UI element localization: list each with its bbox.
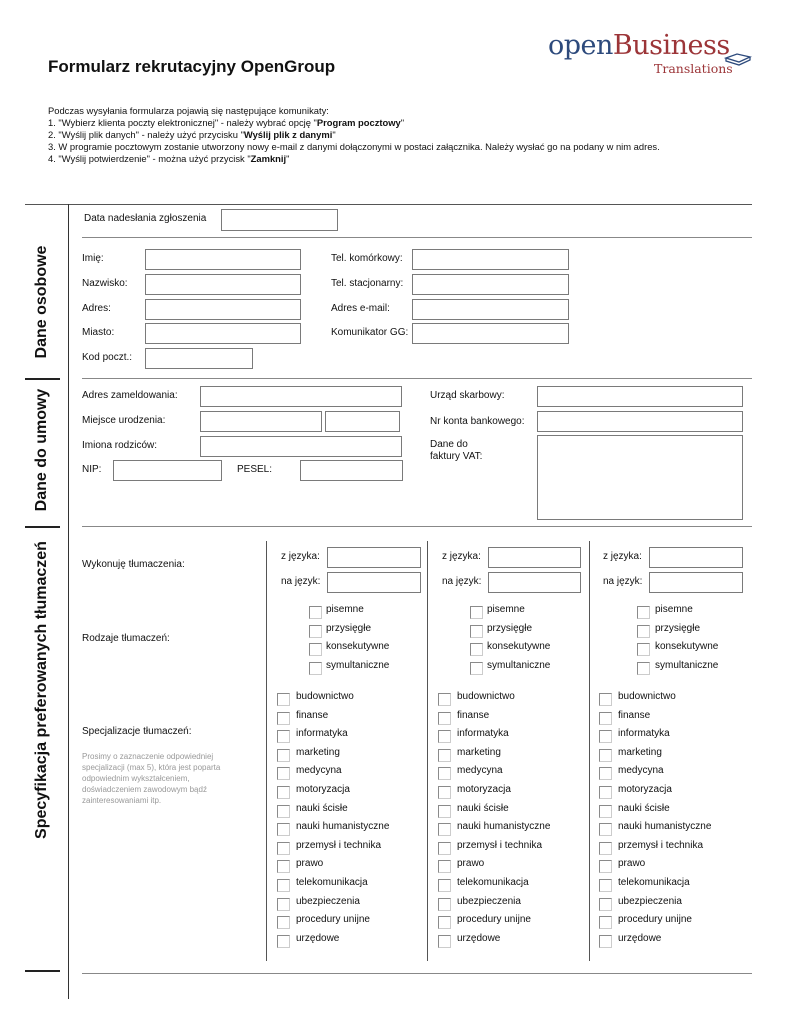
type-checkbox-label: symultaniczne	[487, 660, 551, 672]
type-checkbox-label: konsekutywne	[487, 641, 551, 653]
specialization-checkbox-label: telekomunikacja	[618, 877, 690, 888]
specialization-checkbox[interactable]	[438, 898, 451, 911]
from-language-field-2[interactable]	[488, 547, 581, 568]
pesel-field[interactable]	[300, 460, 403, 481]
instructions-heading: Podczas wysyłania formularza pojawią się następujące komunikaty:	[48, 105, 329, 116]
specialization-checkbox-label: budownictwo	[296, 691, 354, 702]
mobile-label: Tel. komórkowy:	[331, 253, 403, 264]
specialization-checkbox-label: motoryzacja	[296, 784, 350, 795]
specialization-checkbox-label: prawo	[457, 858, 485, 870]
from-language-label-1: z języka:	[281, 551, 320, 562]
specialization-checkbox[interactable]	[277, 935, 290, 948]
specialization-checkbox[interactable]	[438, 730, 451, 743]
specialization-checkbox-label: informatyka	[296, 728, 348, 740]
type-checkbox[interactable]	[309, 606, 322, 619]
specialization-checkbox-label: ubezpieczenia	[618, 895, 682, 907]
specialization-checkbox[interactable]	[277, 823, 290, 836]
bank-account-field[interactable]	[537, 411, 743, 432]
page-title: Formularz rekrutacyjny OpenGroup	[48, 57, 336, 76]
tax-office-label: Urząd skarbowy:	[430, 390, 505, 401]
type-checkbox-label: konsekutywne	[655, 641, 719, 653]
city-field[interactable]	[145, 323, 301, 344]
from-language-field-1[interactable]	[327, 547, 421, 568]
date-field[interactable]	[221, 209, 338, 231]
book-icon	[724, 48, 752, 66]
to-language-label-1: na język:	[281, 576, 321, 587]
divider	[82, 973, 752, 974]
divider	[68, 204, 69, 999]
divider	[266, 541, 267, 961]
specialization-checkbox-label: nauki humanistyczne	[457, 821, 551, 833]
specialization-checkbox[interactable]	[277, 916, 290, 929]
specialization-checkbox[interactable]	[277, 749, 290, 762]
specialization-checkbox[interactable]	[438, 805, 451, 818]
specialization-checkbox-label: prawo	[296, 858, 324, 870]
specialization-checkbox[interactable]	[277, 879, 290, 892]
specialization-checkbox[interactable]	[599, 916, 612, 929]
specialization-checkbox[interactable]	[599, 767, 612, 780]
to-language-field-1[interactable]	[327, 572, 421, 593]
specialization-checkbox[interactable]	[599, 823, 612, 836]
section-label-contract: Dane do umowy	[33, 388, 50, 512]
specialization-checkbox[interactable]	[277, 898, 290, 911]
messenger-label: Komunikator GG:	[331, 327, 409, 338]
date-label: Data nadesłania zgłoszenia	[84, 213, 207, 224]
address-label: Adres:	[82, 303, 111, 314]
specializations-note: Prosimy o zaznaczenie odpowiedniej specjalizacji (max 5), która jest poparta odpowiednim wykształceniem, doświadczeniem zawodowym bądź zainteresowaniami itp.	[82, 752, 221, 805]
specialization-checkbox[interactable]	[438, 749, 451, 762]
specialization-checkbox[interactable]	[599, 749, 612, 762]
company-logo	[548, 30, 758, 80]
type-checkbox[interactable]	[470, 625, 483, 638]
instruction-step-4: 4. "Wyślij potwierdzenie" - można użyć przycisk "Zamknij"	[48, 153, 290, 164]
specialization-checkbox[interactable]	[277, 860, 290, 873]
specialization-checkbox-label: urzędowe	[457, 932, 501, 944]
specialization-checkbox[interactable]	[277, 805, 290, 818]
nip-label: NIP:	[82, 464, 102, 475]
specialization-checkbox[interactable]	[438, 935, 451, 948]
specialization-checkbox[interactable]	[438, 823, 451, 836]
registered-address-label: Adres zameldowania:	[82, 390, 178, 401]
divider	[589, 541, 590, 961]
specialization-checkbox[interactable]	[277, 786, 290, 799]
birthplace-label: Miejsce urodzenia:	[82, 415, 166, 426]
vat-data-label: Dane do faktury VAT:	[430, 439, 483, 462]
to-language-label-2: na język:	[442, 576, 482, 587]
type-checkbox-label: przysięgłe	[487, 622, 533, 634]
instructions	[48, 105, 660, 165]
section-label-personal: Dane osobowe	[33, 245, 50, 359]
postal-code-label: Kod poczt.:	[82, 352, 133, 363]
specialization-checkbox-label: nauki ścisłe	[457, 802, 509, 814]
specialization-checkbox-label: finanse	[618, 709, 651, 721]
specialization-checkbox-label: budownictwo	[457, 691, 515, 702]
specialization-checkbox-label: ubezpieczenia	[296, 895, 360, 907]
instruction-step-1: 1. "Wybierz klienta poczty elektronicznej" - należy wybrać opcję "Program pocztowy"	[48, 117, 405, 128]
divider	[82, 237, 752, 238]
nip-field[interactable]	[113, 460, 222, 481]
specialization-checkbox[interactable]	[599, 842, 612, 855]
type-checkbox-label: pisemne	[326, 604, 364, 615]
city-label: Miasto:	[82, 327, 115, 338]
address-field[interactable]	[145, 299, 301, 320]
specialization-checkbox-label: telekomunikacja	[457, 877, 529, 888]
email-field[interactable]	[412, 299, 569, 320]
instruction-step-3: 3. W programie pocztowym zostanie utworzony nowy e-mail z danymi dołączonymi w postaci załącznika. Należy wysłać go na podany w nim adres.	[48, 141, 660, 152]
to-language-label-3: na język:	[603, 576, 643, 587]
specialization-checkbox[interactable]	[438, 712, 451, 725]
instruction-step-2: 2. "Wyślij plik danych" - należy użyć przycisku "Wyślij plik z danymi"	[48, 129, 336, 140]
specialization-checkbox-label: przemysł i technika	[296, 839, 382, 851]
registered-address-field[interactable]	[200, 386, 402, 407]
specialization-checkbox[interactable]	[599, 730, 612, 743]
specialization-checkbox[interactable]	[438, 916, 451, 929]
specialization-checkbox-label: budownictwo	[618, 691, 676, 702]
type-checkbox[interactable]	[309, 625, 322, 638]
birthdate-field[interactable]	[325, 411, 400, 432]
specialization-checkbox-label: nauki ścisłe	[296, 802, 348, 814]
specialization-checkbox-label: procedury unijne	[296, 914, 370, 926]
specialization-checkbox-label: marketing	[618, 746, 662, 758]
specialization-checkbox-label: informatyka	[618, 728, 670, 740]
to-language-field-2[interactable]	[488, 572, 581, 593]
divider	[25, 378, 60, 380]
birthplace-field[interactable]	[200, 411, 322, 432]
specialization-checkbox[interactable]	[599, 712, 612, 725]
specialization-checkbox[interactable]	[438, 767, 451, 780]
landline-field[interactable]	[412, 274, 569, 295]
bank-account-label: Nr konta bankowego:	[430, 416, 525, 427]
type-checkbox[interactable]	[637, 643, 650, 656]
specialization-checkbox-label: finanse	[296, 709, 329, 721]
specialization-checkbox-label: telekomunikacja	[296, 877, 368, 888]
type-checkbox-label: przysięgłe	[326, 622, 372, 634]
specialization-checkbox-label: procedury unijne	[457, 914, 531, 926]
specialization-checkbox[interactable]	[277, 730, 290, 743]
specialization-checkbox[interactable]	[277, 712, 290, 725]
specialization-checkbox-label: marketing	[296, 746, 340, 758]
last-name-label: Nazwisko:	[82, 278, 128, 289]
specialization-checkbox[interactable]	[599, 693, 612, 706]
specialization-checkbox-label: nauki humanistyczne	[618, 821, 712, 833]
type-checkbox[interactable]	[309, 662, 322, 675]
email-label: Adres e-mail:	[331, 303, 390, 314]
divider	[25, 204, 752, 205]
specialization-checkbox-label: motoryzacja	[457, 784, 511, 795]
pesel-label: PESEL:	[237, 464, 273, 475]
postal-code-field[interactable]	[145, 348, 253, 369]
section-label-specs: Specyfikacja preferowanych tłumaczeń	[33, 541, 50, 839]
type-checkbox-label: pisemne	[487, 604, 525, 615]
type-checkbox-label: pisemne	[655, 604, 693, 615]
specialization-checkbox[interactable]	[277, 767, 290, 780]
specialization-checkbox[interactable]	[277, 842, 290, 855]
type-checkbox-label: konsekutywne	[326, 641, 390, 653]
specialization-checkbox[interactable]	[599, 879, 612, 892]
specialization-checkbox-label: urzędowe	[618, 932, 662, 944]
specialization-checkbox-label: prawo	[618, 858, 646, 870]
specialization-checkbox-label: urzędowe	[296, 932, 340, 944]
specialization-checkbox-label: przemysł i technika	[457, 839, 543, 851]
specialization-checkbox[interactable]	[438, 860, 451, 873]
specialization-checkbox-label: procedury unijne	[618, 914, 692, 926]
specialization-checkbox-label: nauki ścisłe	[618, 802, 670, 814]
specialization-checkbox[interactable]	[599, 805, 612, 818]
specialization-checkbox[interactable]	[599, 898, 612, 911]
type-checkbox[interactable]	[470, 606, 483, 619]
specialization-checkbox[interactable]	[599, 935, 612, 948]
type-checkbox[interactable]	[637, 625, 650, 638]
specialization-checkbox-label: przemysł i technika	[618, 839, 704, 851]
to-language-field-3[interactable]	[649, 572, 743, 593]
divider	[82, 526, 752, 527]
specialization-checkbox-label: medycyna	[618, 765, 664, 777]
type-checkbox[interactable]	[309, 643, 322, 656]
type-checkbox-label: symultaniczne	[655, 660, 719, 672]
specialization-checkbox-label: marketing	[457, 746, 501, 758]
vat-data-field[interactable]	[537, 435, 743, 520]
type-checkbox[interactable]	[470, 643, 483, 656]
translation-types-label: Rodzaje tłumaczeń:	[82, 633, 170, 644]
specialization-checkbox[interactable]	[438, 693, 451, 706]
mobile-field[interactable]	[412, 249, 569, 270]
divider	[82, 378, 752, 379]
specialization-checkbox-label: ubezpieczenia	[457, 895, 521, 907]
type-checkbox[interactable]	[637, 662, 650, 675]
from-language-label-3: z języka:	[603, 551, 642, 562]
specialization-checkbox-label: medycyna	[457, 765, 503, 777]
specialization-checkbox-label: motoryzacja	[618, 784, 672, 795]
specialization-checkbox[interactable]	[438, 842, 451, 855]
specialization-checkbox[interactable]	[438, 879, 451, 892]
logo-subtitle: Translations	[654, 61, 733, 76]
type-checkbox-label: przysięgłe	[655, 622, 701, 634]
type-checkbox[interactable]	[470, 662, 483, 675]
specialization-checkbox[interactable]	[599, 860, 612, 873]
translations-label: Wykonuję tłumaczenia:	[82, 559, 185, 570]
type-checkbox-label: symultaniczne	[326, 660, 390, 672]
specialization-checkbox-label: medycyna	[296, 765, 342, 777]
from-language-label-2: z języka:	[442, 551, 481, 562]
specialization-checkbox-label: informatyka	[457, 728, 509, 740]
type-checkbox[interactable]	[637, 606, 650, 619]
divider	[25, 970, 60, 972]
parents-names-label: Imiona rodziców:	[82, 440, 158, 451]
divider	[427, 541, 428, 961]
landline-label: Tel. stacjonarny:	[331, 278, 404, 289]
specialization-checkbox-label: finanse	[457, 709, 490, 721]
specialization-checkbox[interactable]	[277, 693, 290, 706]
first-name-field[interactable]	[145, 249, 301, 270]
parents-names-field[interactable]	[200, 436, 402, 457]
logo-wordmark: openBusiness	[548, 30, 730, 61]
divider	[25, 526, 60, 528]
first-name-label: Imię:	[82, 253, 104, 264]
specializations-label: Specjalizacje tłumaczeń:	[82, 726, 192, 737]
from-language-field-3[interactable]	[649, 547, 743, 568]
specialization-checkbox[interactable]	[438, 786, 451, 799]
specialization-checkbox-label: nauki humanistyczne	[296, 821, 390, 833]
specialization-checkbox[interactable]	[599, 786, 612, 799]
last-name-field[interactable]	[145, 274, 301, 295]
messenger-field[interactable]	[412, 323, 569, 344]
tax-office-field[interactable]	[537, 386, 743, 407]
